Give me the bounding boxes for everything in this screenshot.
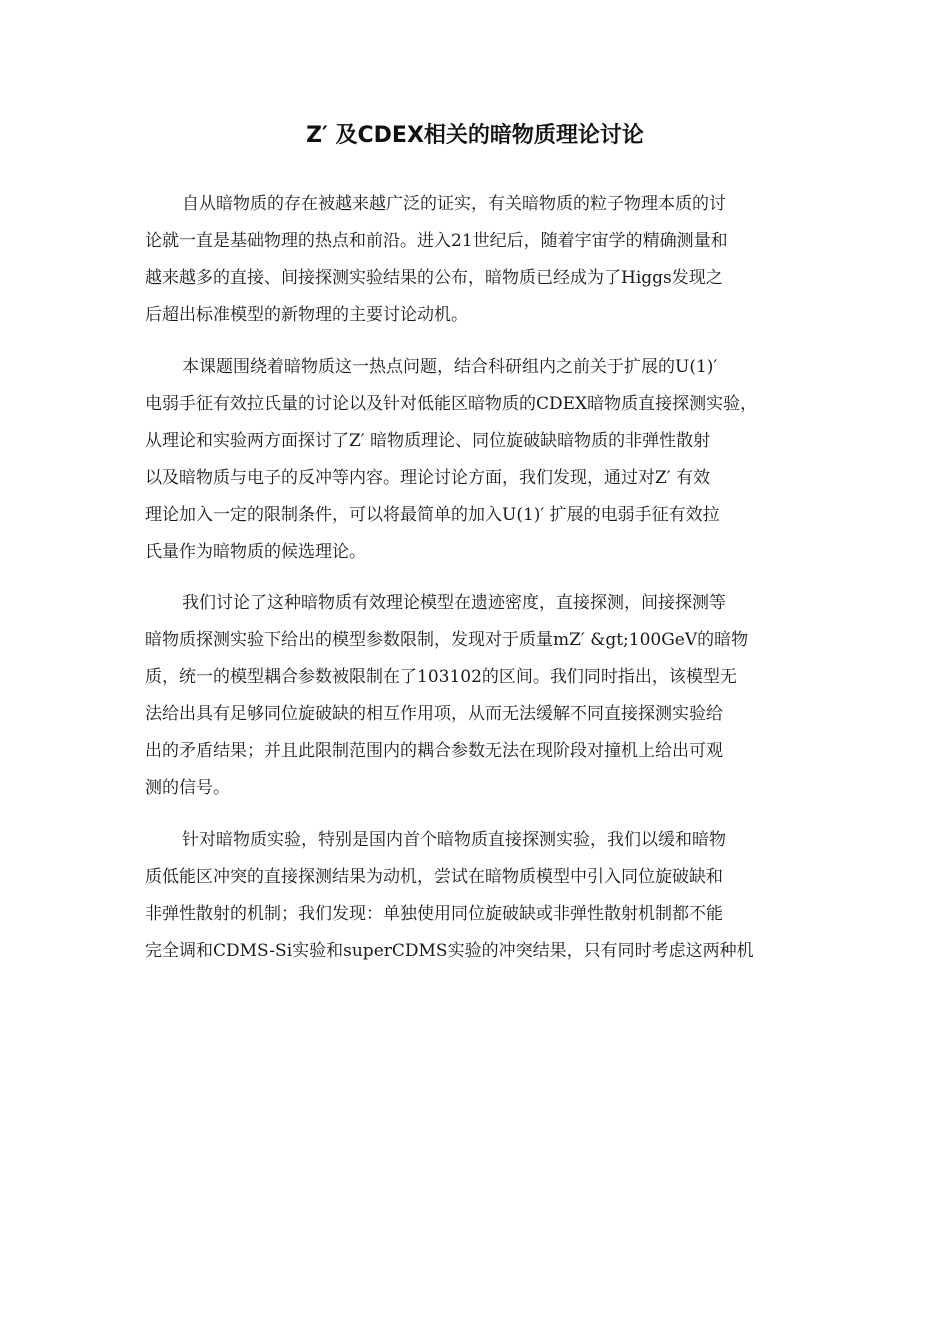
text-line: 后超出标准模型的新物理的主要讨论动机。 — [145, 305, 468, 325]
text-line: 测的信号。 — [145, 778, 230, 798]
text-line: 完全调和CDMS-Si实验和superCDMS实验的冲突结果，只有同时考虑这两种机 — [145, 940, 754, 961]
text-line: 暗物质探测实验下给出的模型参数限制，发现对于质量mZ′ &gt;100GeV的暗物 — [145, 630, 749, 650]
paragraph — [145, 349, 810, 571]
text-line: 质低能区冲突的直接探测结果为动机，尝试在暗物质模型中引入同位旋破缺和 — [145, 866, 723, 887]
text-line: 本课题围绕着暗物质这一热点问题，结合科研组内之前关于扩展的U(1)′ — [182, 356, 718, 377]
text-line: 出的矛盾结果；并且此限制范围内的耦合参数无法在现阶段对撞机上给出可观 — [145, 741, 723, 761]
text-line: 氏量作为暗物质的候选理论。 — [145, 541, 366, 562]
text-line: 非弹性散射的机制；我们发现：单独使用同位旋破缺或非弹性散射机制都不能 — [145, 903, 723, 924]
text-line: 针对暗物质实验，特别是国内首个暗物质直接探测实验，我们以缓和暗物 — [182, 829, 726, 850]
document-body — [145, 186, 810, 984]
paragraph — [145, 822, 810, 970]
paragraph — [145, 186, 810, 334]
document-title: Z′ 及CDEX相关的暗物质理论讨论 — [306, 123, 644, 148]
text-line: 电弱手征有效拉氏量的讨论以及针对低能区暗物质的CDEX暗物质直接探测实验， — [145, 393, 758, 414]
text-line: 越来越多的直接、间接探测实验结果的公布，暗物质已经成为了Higgs发现之 — [145, 268, 723, 288]
text-line: 法给出具有足够同位旋破缺的相互作用项，从而无法缓解不同直接探测实验给 — [145, 704, 723, 724]
text-line: 理论加入一定的限制条件，可以将最简单的加入U(1)′ 扩展的电弱手征有效拉 — [145, 504, 720, 525]
text-line: 我们讨论了这种暗物质有效理论模型在遗迹密度，直接探测，间接探测等 — [182, 593, 726, 613]
text-line: 自从暗物质的存在被越来越广泛的证实，有关暗物质的粒子物理本质的讨 — [182, 194, 726, 214]
text-line: 从理论和实验两方面探讨了Z′ 暗物质理论、同位旋破缺暗物质的非弹性散射 — [145, 430, 711, 451]
text-line: 质，统一的模型耦合参数被限制在了103102的区间。我们同时指出，该模型无 — [145, 667, 737, 687]
text-line: 以及暗物质与电子的反冲等内容。理论讨论方面，我们发现，通过对Z′ 有效 — [145, 467, 711, 488]
text-line: 论就一直是基础物理的热点和前沿。进入21世纪后，随着宇宙学的精确测量和 — [145, 231, 728, 251]
paragraph — [145, 585, 810, 807]
